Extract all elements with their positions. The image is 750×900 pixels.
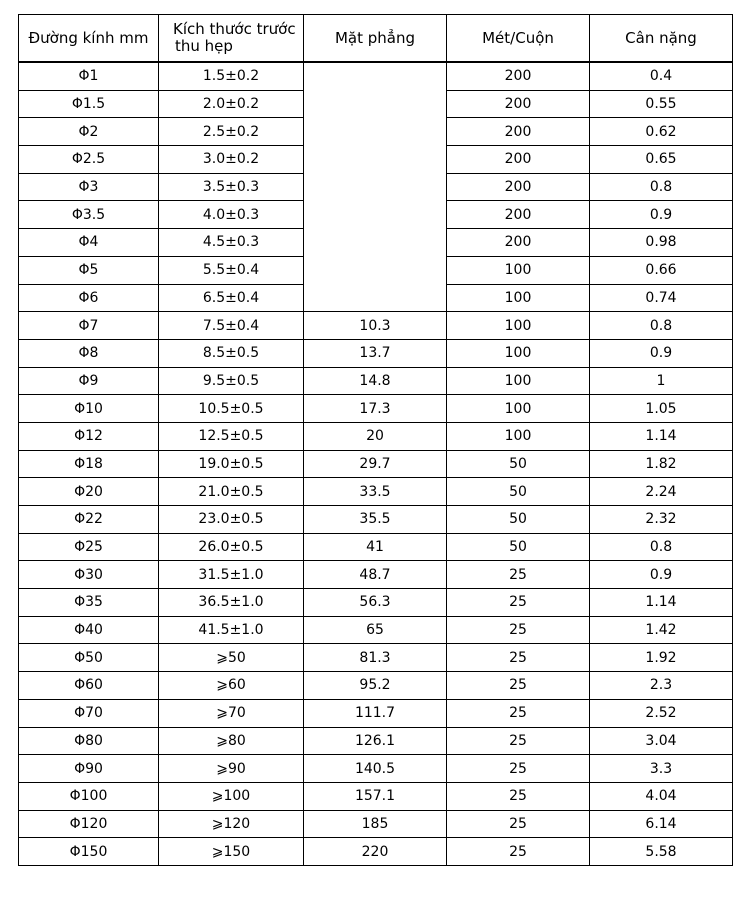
cell-diameter: Φ4: [19, 229, 159, 257]
cell-pre-shrink-size: ⩾120: [159, 810, 304, 838]
cell-diameter: Φ100: [19, 782, 159, 810]
cell-weight: 3.04: [590, 727, 733, 755]
cell-meters-per-roll: 200: [447, 90, 590, 118]
cell-weight: 0.8: [590, 173, 733, 201]
table-row: [19, 395, 733, 423]
cell-weight: 1.14: [590, 589, 733, 617]
table-row: [19, 422, 733, 450]
cell-pre-shrink-size: 31.5±1.0: [159, 561, 304, 589]
cell-meters-per-roll: 50: [447, 478, 590, 506]
cell-flat-width: 95.2: [304, 672, 447, 700]
cell-meters-per-roll: 100: [447, 339, 590, 367]
cell-diameter: Φ120: [19, 810, 159, 838]
cell-weight: 1.42: [590, 616, 733, 644]
cell-flat-width: 185: [304, 810, 447, 838]
cell-diameter: Φ1: [19, 62, 159, 90]
cell-meters-per-roll: 50: [447, 506, 590, 534]
cell-flat-width: 65: [304, 616, 447, 644]
table-row: [19, 672, 733, 700]
spec-table-container: [18, 14, 732, 866]
cell-pre-shrink-size: ⩾80: [159, 727, 304, 755]
cell-diameter: Φ8: [19, 339, 159, 367]
cell-meters-per-roll: 200: [447, 173, 590, 201]
cell-diameter: Φ1.5: [19, 90, 159, 118]
cell-flat-width: 20: [304, 422, 447, 450]
cell-diameter: Φ50: [19, 644, 159, 672]
cell-diameter: Φ80: [19, 727, 159, 755]
cell-weight: 0.4: [590, 62, 733, 90]
cell-weight: 2.52: [590, 699, 733, 727]
cell-diameter: Φ3.5: [19, 201, 159, 229]
cell-pre-shrink-size: ⩾50: [159, 644, 304, 672]
cell-weight: 0.62: [590, 118, 733, 146]
cell-weight: 4.04: [590, 782, 733, 810]
cell-pre-shrink-size: 26.0±0.5: [159, 533, 304, 561]
cell-weight: 0.9: [590, 561, 733, 589]
header-pre-shrink-line1: Kích thước trước: [173, 20, 296, 38]
cell-meters-per-roll: 25: [447, 589, 590, 617]
cell-pre-shrink-size: 36.5±1.0: [159, 589, 304, 617]
cell-diameter: Φ35: [19, 589, 159, 617]
cell-pre-shrink-size: 7.5±0.4: [159, 312, 304, 340]
cell-diameter: Φ70: [19, 699, 159, 727]
cell-pre-shrink-size: 3.0±0.2: [159, 146, 304, 174]
cell-flat-width: 14.8: [304, 367, 447, 395]
cell-pre-shrink-size: 10.5±0.5: [159, 395, 304, 423]
cell-weight: 1.92: [590, 644, 733, 672]
cell-pre-shrink-size: 23.0±0.5: [159, 506, 304, 534]
cell-meters-per-roll: 100: [447, 256, 590, 284]
cell-flat-width: 13.7: [304, 339, 447, 367]
cell-meters-per-roll: 25: [447, 699, 590, 727]
cell-weight: 0.65: [590, 146, 733, 174]
table-row: [19, 533, 733, 561]
header-row: [19, 15, 733, 63]
table-row: [19, 755, 733, 783]
cell-meters-per-roll: 25: [447, 755, 590, 783]
cell-weight: 0.74: [590, 284, 733, 312]
cell-flat-width: 157.1: [304, 782, 447, 810]
cell-pre-shrink-size: ⩾70: [159, 699, 304, 727]
cell-flat-width: 126.1: [304, 727, 447, 755]
table-row: [19, 478, 733, 506]
cell-weight: 1: [590, 367, 733, 395]
cell-pre-shrink-size: 41.5±1.0: [159, 616, 304, 644]
cell-flat-width: 48.7: [304, 561, 447, 589]
header-pre-shrink-line2: thu hẹp: [175, 37, 233, 55]
table-row: [19, 339, 733, 367]
cell-pre-shrink-size: 4.5±0.3: [159, 229, 304, 257]
cell-weight: 0.98: [590, 229, 733, 257]
cell-weight: 0.8: [590, 533, 733, 561]
cell-meters-per-roll: 25: [447, 644, 590, 672]
cell-pre-shrink-size: 19.0±0.5: [159, 450, 304, 478]
cell-flat-width: 41: [304, 533, 447, 561]
cell-weight: 0.55: [590, 90, 733, 118]
cell-flat-width: 56.3: [304, 589, 447, 617]
cell-weight: 2.3: [590, 672, 733, 700]
cell-flat-width: [304, 62, 447, 312]
cell-pre-shrink-size: ⩾100: [159, 782, 304, 810]
cell-meters-per-roll: 200: [447, 229, 590, 257]
cell-flat-width: 140.5: [304, 755, 447, 783]
cell-diameter: Φ6: [19, 284, 159, 312]
cell-meters-per-roll: 25: [447, 616, 590, 644]
table-row: [19, 506, 733, 534]
cell-pre-shrink-size: 2.0±0.2: [159, 90, 304, 118]
cell-meters-per-roll: 50: [447, 533, 590, 561]
header-pre-shrink-size: [159, 15, 304, 63]
table-row: [19, 62, 733, 90]
cell-meters-per-roll: 200: [447, 146, 590, 174]
spec-table: [18, 14, 733, 866]
cell-pre-shrink-size: 2.5±0.2: [159, 118, 304, 146]
cell-diameter: Φ40: [19, 616, 159, 644]
cell-diameter: Φ12: [19, 422, 159, 450]
cell-diameter: Φ10: [19, 395, 159, 423]
cell-diameter: Φ150: [19, 838, 159, 866]
table-row: [19, 312, 733, 340]
cell-meters-per-roll: 200: [447, 201, 590, 229]
table-row: [19, 616, 733, 644]
cell-meters-per-roll: 25: [447, 782, 590, 810]
table-row: [19, 450, 733, 478]
cell-meters-per-roll: 25: [447, 561, 590, 589]
cell-meters-per-roll: 50: [447, 450, 590, 478]
cell-weight: 6.14: [590, 810, 733, 838]
cell-weight: 2.24: [590, 478, 733, 506]
cell-weight: 1.14: [590, 422, 733, 450]
cell-diameter: Φ9: [19, 367, 159, 395]
cell-flat-width: 35.5: [304, 506, 447, 534]
cell-pre-shrink-size: ⩾150: [159, 838, 304, 866]
cell-meters-per-roll: 25: [447, 727, 590, 755]
cell-weight: 0.9: [590, 339, 733, 367]
cell-diameter: Φ5: [19, 256, 159, 284]
cell-diameter: Φ3: [19, 173, 159, 201]
cell-diameter: Φ2.5: [19, 146, 159, 174]
cell-meters-per-roll: 25: [447, 810, 590, 838]
table-body: [19, 62, 733, 865]
cell-pre-shrink-size: 8.5±0.5: [159, 339, 304, 367]
table-row: [19, 644, 733, 672]
cell-weight: 1.82: [590, 450, 733, 478]
cell-pre-shrink-size: ⩾90: [159, 755, 304, 783]
cell-diameter: Φ30: [19, 561, 159, 589]
cell-diameter: Φ7: [19, 312, 159, 340]
cell-pre-shrink-size: 6.5±0.4: [159, 284, 304, 312]
cell-diameter: Φ20: [19, 478, 159, 506]
cell-flat-width: 220: [304, 838, 447, 866]
cell-flat-width: 33.5: [304, 478, 447, 506]
table-row: [19, 561, 733, 589]
table-row: [19, 727, 733, 755]
cell-flat-width: 29.7: [304, 450, 447, 478]
cell-weight: 5.58: [590, 838, 733, 866]
cell-meters-per-roll: 100: [447, 367, 590, 395]
cell-meters-per-roll: 25: [447, 838, 590, 866]
table-row: [19, 810, 733, 838]
header-meters-per-roll: Mét/Cuộn: [447, 15, 590, 63]
cell-meters-per-roll: 200: [447, 118, 590, 146]
cell-diameter: Φ18: [19, 450, 159, 478]
cell-flat-width: 10.3: [304, 312, 447, 340]
cell-flat-width: 81.3: [304, 644, 447, 672]
table-row: [19, 367, 733, 395]
header-weight: Cân nặng: [590, 15, 733, 63]
cell-meters-per-roll: 100: [447, 284, 590, 312]
cell-pre-shrink-size: 4.0±0.3: [159, 201, 304, 229]
header-diameter: Đường kính mm: [19, 15, 159, 63]
cell-meters-per-roll: 100: [447, 395, 590, 423]
cell-pre-shrink-size: 9.5±0.5: [159, 367, 304, 395]
cell-diameter: Φ25: [19, 533, 159, 561]
cell-diameter: Φ60: [19, 672, 159, 700]
cell-diameter: Φ90: [19, 755, 159, 783]
cell-weight: 1.05: [590, 395, 733, 423]
cell-weight: 2.32: [590, 506, 733, 534]
cell-diameter: Φ2: [19, 118, 159, 146]
cell-weight: 0.9: [590, 201, 733, 229]
cell-flat-width: 17.3: [304, 395, 447, 423]
table-row: [19, 589, 733, 617]
table-row: [19, 699, 733, 727]
cell-meters-per-roll: 200: [447, 62, 590, 90]
cell-pre-shrink-size: 5.5±0.4: [159, 256, 304, 284]
header-flat-width: Mặt phẳng: [304, 15, 447, 63]
table-row: [19, 782, 733, 810]
cell-pre-shrink-size: 3.5±0.3: [159, 173, 304, 201]
cell-meters-per-roll: 100: [447, 422, 590, 450]
cell-meters-per-roll: 25: [447, 672, 590, 700]
cell-pre-shrink-size: 12.5±0.5: [159, 422, 304, 450]
cell-pre-shrink-size: 21.0±0.5: [159, 478, 304, 506]
cell-weight: 3.3: [590, 755, 733, 783]
table-row: [19, 838, 733, 866]
cell-weight: 0.8: [590, 312, 733, 340]
cell-pre-shrink-size: 1.5±0.2: [159, 62, 304, 90]
cell-diameter: Φ22: [19, 506, 159, 534]
cell-meters-per-roll: 100: [447, 312, 590, 340]
cell-weight: 0.66: [590, 256, 733, 284]
cell-flat-width: 111.7: [304, 699, 447, 727]
cell-pre-shrink-size: ⩾60: [159, 672, 304, 700]
